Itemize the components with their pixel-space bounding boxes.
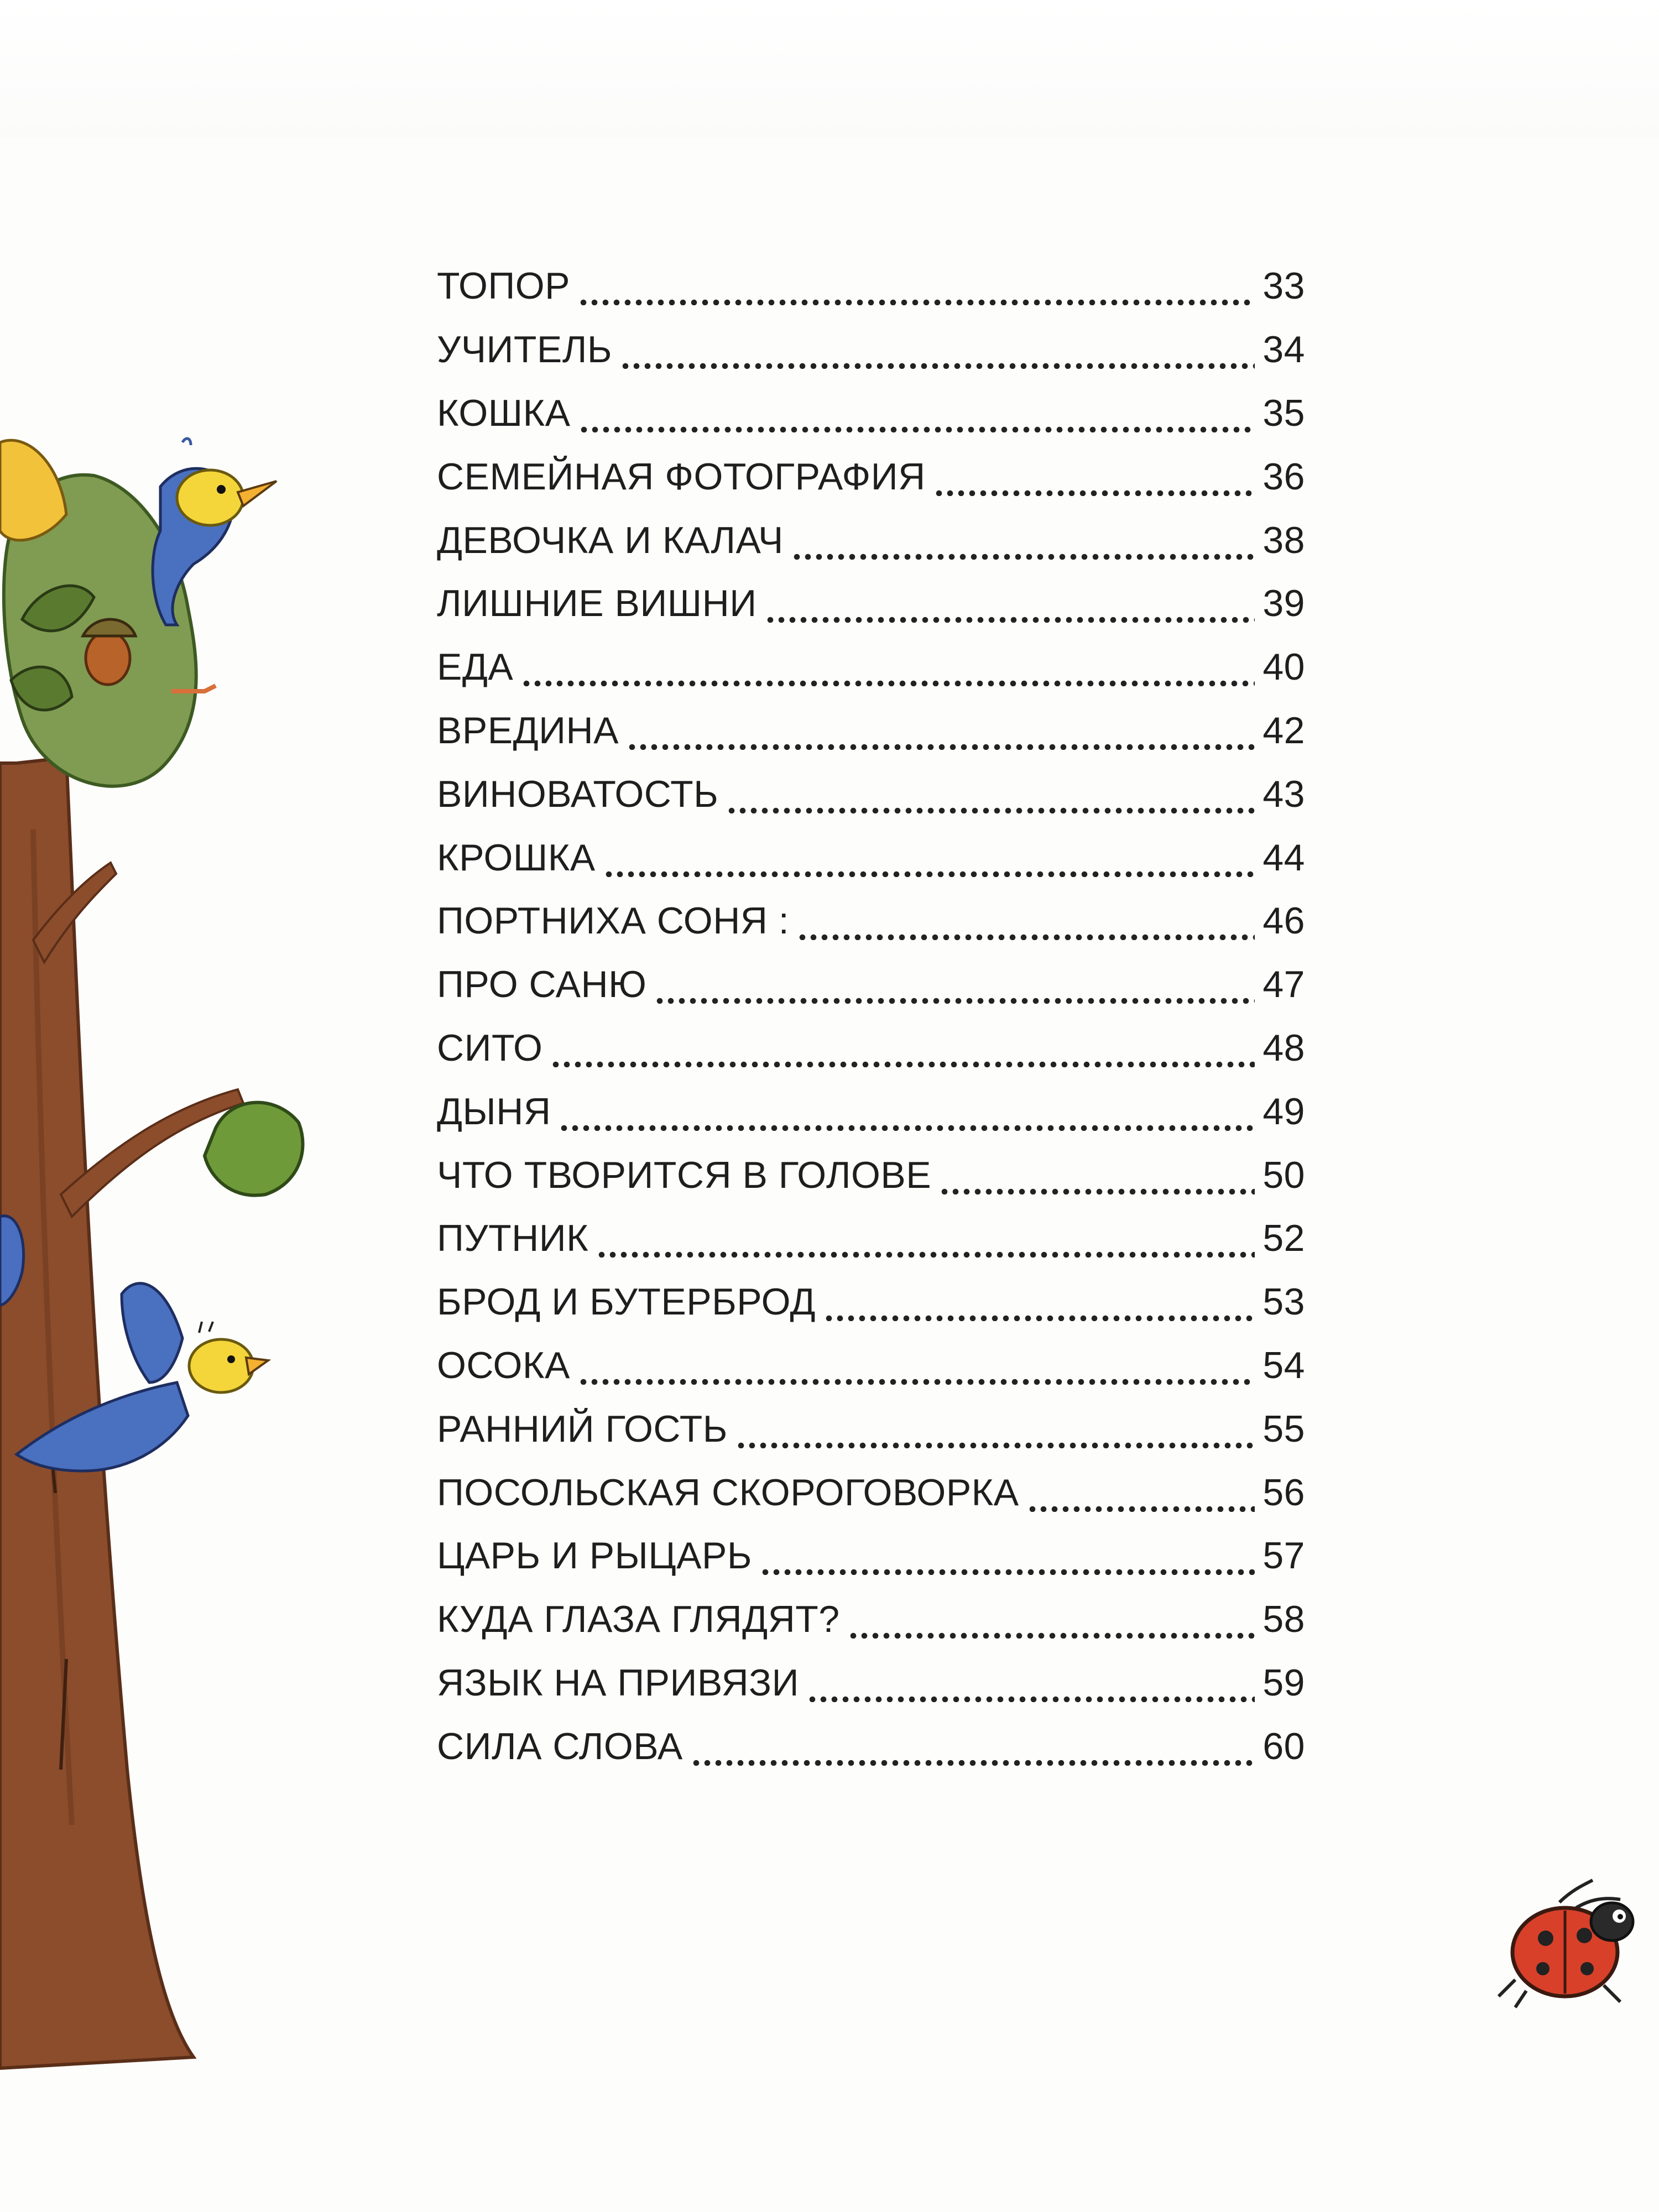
toc-leader-dots [807, 1663, 1255, 1702]
toc-entry-title: ЛИШНИЕ ВИШНИ [437, 582, 757, 625]
toc-entry-title: КРОШКА [437, 836, 596, 879]
toc-entry [437, 1460, 1305, 1524]
toc-entry-title: ЯЗЫК НА ПРИВЯЗИ [437, 1661, 799, 1704]
toc-entry-title: СЕМЕЙНАЯ ФОТОГРАФИЯ [437, 455, 926, 498]
toc-leader-dots [791, 521, 1255, 560]
toc-leader-dots [596, 1219, 1255, 1258]
toc-entry-page: 58 [1262, 1598, 1305, 1641]
toc-leader-dots [933, 457, 1255, 496]
toc-entry-title: УЧИТЕЛЬ [437, 328, 613, 371]
toc-entry-page: 54 [1262, 1344, 1305, 1386]
toc-leader-dots [760, 1536, 1255, 1575]
ladybug-icon [1493, 1869, 1648, 2013]
toc-entry-title: ДЫНЯ [437, 1090, 551, 1133]
toc-entry [437, 762, 1305, 826]
toc-entry-title: ЦАРЬ И РЫЦАРЬ [437, 1535, 752, 1577]
toc-leader-dots [823, 1282, 1255, 1321]
toc-entry [437, 826, 1305, 889]
toc-entry [437, 953, 1305, 1016]
leaf-icon [205, 1103, 303, 1196]
toc-leader-dots [765, 584, 1255, 623]
toc-leader-dots [559, 1092, 1255, 1131]
toc-entry [437, 889, 1305, 953]
toc-entry [437, 572, 1305, 635]
toc-entry-title: ЧТО ТВОРИТСЯ В ГОЛОВЕ [437, 1154, 932, 1196]
toc-entry-page: 44 [1262, 836, 1305, 879]
toc-entry-page: 47 [1262, 963, 1305, 1006]
toc-leader-dots [627, 711, 1255, 750]
toc-entry-page: 42 [1262, 709, 1305, 752]
toc-entry-title: ВИНОВАТОСТЬ [437, 773, 719, 815]
toc-entry-page: 52 [1262, 1217, 1305, 1260]
toc-entry [437, 1588, 1305, 1651]
toc-entry-title: ПОСОЛЬСКАЯ СКОРОГОВОРКА [437, 1471, 1019, 1514]
toc-entry [437, 1397, 1305, 1460]
toc-leader-dots [726, 775, 1255, 813]
toc-entry-title: СИЛА СЛОВА [437, 1725, 683, 1767]
toc-entry-page: 60 [1262, 1725, 1305, 1767]
toc-entry [437, 508, 1305, 572]
toc-entry [437, 382, 1305, 445]
toc-entry-page: 50 [1262, 1154, 1305, 1196]
toc-entry-title: КУДА ГЛАЗА ГЛЯДЯТ? [437, 1598, 840, 1641]
tree-illustration [0, 0, 310, 2101]
toc-entry [437, 1524, 1305, 1588]
toc-entry-page: 33 [1262, 265, 1305, 307]
toc-leader-dots [654, 965, 1255, 1004]
toc-entry-page: 59 [1262, 1661, 1305, 1704]
toc-entry-page: 46 [1262, 900, 1305, 942]
toc-entry-title: ПУТНИК [437, 1217, 589, 1260]
toc-leader-dots [620, 330, 1255, 369]
toc-entry-title: ДЕВОЧКА И КАЛАЧ [437, 519, 784, 561]
toc-entry [437, 254, 1305, 318]
toc-entry [437, 1334, 1305, 1397]
toc-entry [437, 635, 1305, 699]
toc-entry [437, 1143, 1305, 1207]
toc-entry-title: СИТО [437, 1026, 543, 1069]
toc-entry [437, 1270, 1305, 1334]
toc-entry-page: 49 [1262, 1090, 1305, 1133]
toc-entry-title: ВРЕДИНА [437, 709, 619, 752]
toc-entry [437, 318, 1305, 382]
toc-entry-page: 36 [1262, 455, 1305, 498]
toc-entry-page: 57 [1262, 1535, 1305, 1577]
toc-entry [437, 445, 1305, 508]
toc-entry-page: 34 [1262, 328, 1305, 371]
toc-entry-page: 38 [1262, 519, 1305, 561]
toc-entry-title: ПОРТНИХА СОНЯ : [437, 900, 790, 942]
toc-entry-page: 53 [1262, 1281, 1305, 1323]
toc-entry-page: 35 [1262, 392, 1305, 434]
toc-entry-title: ТОПОР [437, 265, 570, 307]
toc-entry [437, 1651, 1305, 1715]
toc-entry-page: 43 [1262, 773, 1305, 815]
toc-entry-title: РАННИЙ ГОСТЬ [437, 1407, 728, 1450]
toc-entry-page: 56 [1262, 1471, 1305, 1514]
toc-leader-dots [848, 1600, 1255, 1639]
toc-entry-title: ЕДА [437, 646, 514, 688]
toc-leader-dots [797, 901, 1255, 940]
toc-leader-dots [521, 648, 1255, 686]
toc-leader-dots [939, 1156, 1255, 1194]
toc-entry-page: 55 [1262, 1407, 1305, 1450]
toc-entry-title: БРОД И БУТЕРБРОД [437, 1281, 816, 1323]
toc-leader-dots [578, 267, 1255, 305]
toc-leader-dots [550, 1029, 1255, 1067]
toc-leader-dots [578, 394, 1255, 432]
toc-entry-page: 39 [1262, 582, 1305, 625]
toc-entry-page: 40 [1262, 646, 1305, 688]
toc-entry [437, 1079, 1305, 1143]
toc-entry-page: 48 [1262, 1026, 1305, 1069]
toc-leader-dots [691, 1727, 1255, 1766]
toc-entry [437, 1207, 1305, 1270]
toc-entry [437, 699, 1305, 763]
toc-leader-dots [578, 1346, 1255, 1385]
toc-entry [437, 1016, 1305, 1080]
toc-leader-dots [735, 1410, 1255, 1448]
toc-entry-title: КОШКА [437, 392, 571, 434]
toc-entry-title: ПРО САНЮ [437, 963, 647, 1006]
toc-leader-dots [603, 838, 1255, 877]
toc-entry-title: ОСОКА [437, 1344, 570, 1386]
toc-entry [437, 1714, 1305, 1778]
toc-leader-dots [1027, 1473, 1255, 1512]
table-of-contents [437, 254, 1305, 1778]
